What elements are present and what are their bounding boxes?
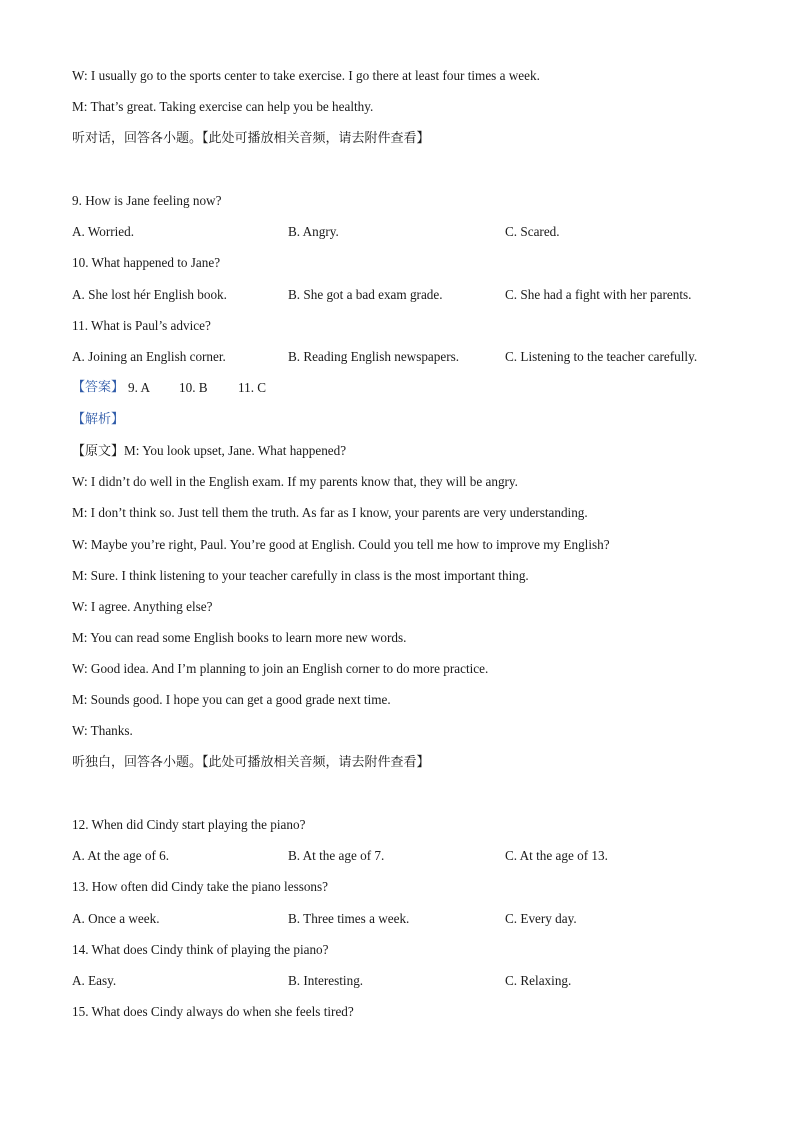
option-a: A. She lost hér English book. (72, 287, 227, 302)
option-c: C. Listening to the teacher carefully. (505, 349, 698, 364)
option-c: C. She had a fight with her parents. (505, 287, 692, 302)
analysis-label: 【解析】 (72, 412, 125, 427)
option-c: C. Every day. (505, 911, 577, 926)
option-b: B. She got a bad exam grade. (288, 287, 443, 302)
question-10: 10. What happened to Jane? (72, 255, 221, 270)
transcript-line: W: Maybe you’re right, Paul. You’re good at English. Could you tell me how to improve my English? (72, 537, 610, 552)
question-9: 9. How is Jane feeling now? (72, 193, 222, 208)
original-label: 【原文】 (72, 444, 125, 459)
option-b: B. Interesting. (288, 973, 364, 988)
option-b: B. At the age of 7. (288, 848, 385, 863)
dialogue-line: W: I usually go to the sports center to take exercise. I go there at least four times a week. (72, 68, 540, 83)
option-c: C. Scared. (505, 224, 560, 239)
transcript-line: M: Sure. I think listening to your teacher carefully in class is the most important thing. (72, 568, 529, 583)
transcript-line: W: I didn’t do well in the English exam. If my parents know that, they will be angry. (72, 474, 518, 489)
option-c: C. Relaxing. (505, 973, 572, 988)
option-b: B. Reading English newspapers. (288, 349, 460, 364)
question-12: 12. When did Cindy start playing the piano? (72, 817, 306, 832)
option-a: A. Joining an English corner. (72, 349, 226, 364)
answer-row (72, 380, 332, 396)
answer-label: 【答案】 (72, 380, 125, 395)
transcript-line: M: You look upset, Jane. What happened? (124, 443, 347, 458)
transcript-line: W: Good idea. And I’m planning to join an English corner to do more practice. (72, 661, 489, 676)
answer-10: 10. B (179, 380, 208, 395)
dialogue-line: M: That’s great. Taking exercise can help you be healthy. (72, 99, 374, 114)
answer-9: 9. A (128, 380, 150, 395)
option-b: B. Angry. (288, 224, 339, 239)
transcript-line: M: Sounds good. I hope you can get a good grade next time. (72, 692, 391, 707)
option-c: C. At the age of 13. (505, 848, 608, 863)
answer-11: 11. C (238, 380, 267, 395)
option-b: B. Three times a week. (288, 911, 410, 926)
option-a: A. Worried. (72, 224, 135, 239)
listening-prompt: 听对话，回答各小题。【此处可播放相关音频，请去附件查看】 (72, 131, 430, 146)
question-14: 14. What does Cindy think of playing the piano? (72, 942, 329, 957)
listening-prompt: 听独白，回答各小题。【此处可播放相关音频，请去附件查看】 (72, 755, 430, 770)
option-a: A. Once a week. (72, 911, 160, 926)
option-a: A. At the age of 6. (72, 848, 170, 863)
transcript-line: W: I agree. Anything else? (72, 599, 213, 614)
transcript-line: W: Thanks. (72, 723, 133, 738)
transcript-first-line (72, 443, 346, 460)
option-a: A. Easy. (72, 973, 117, 988)
question-11: 11. What is Paul’s advice? (72, 318, 211, 333)
transcript-line: M: I don’t think so. Just tell them the truth. As far as I know, your parents are very understanding. (72, 505, 588, 520)
question-15: 15. What does Cindy always do when she feels tired? (72, 1004, 354, 1019)
question-13: 13. How often did Cindy take the piano lessons? (72, 879, 329, 894)
transcript-line: M: You can read some English books to learn more new words. (72, 630, 407, 645)
